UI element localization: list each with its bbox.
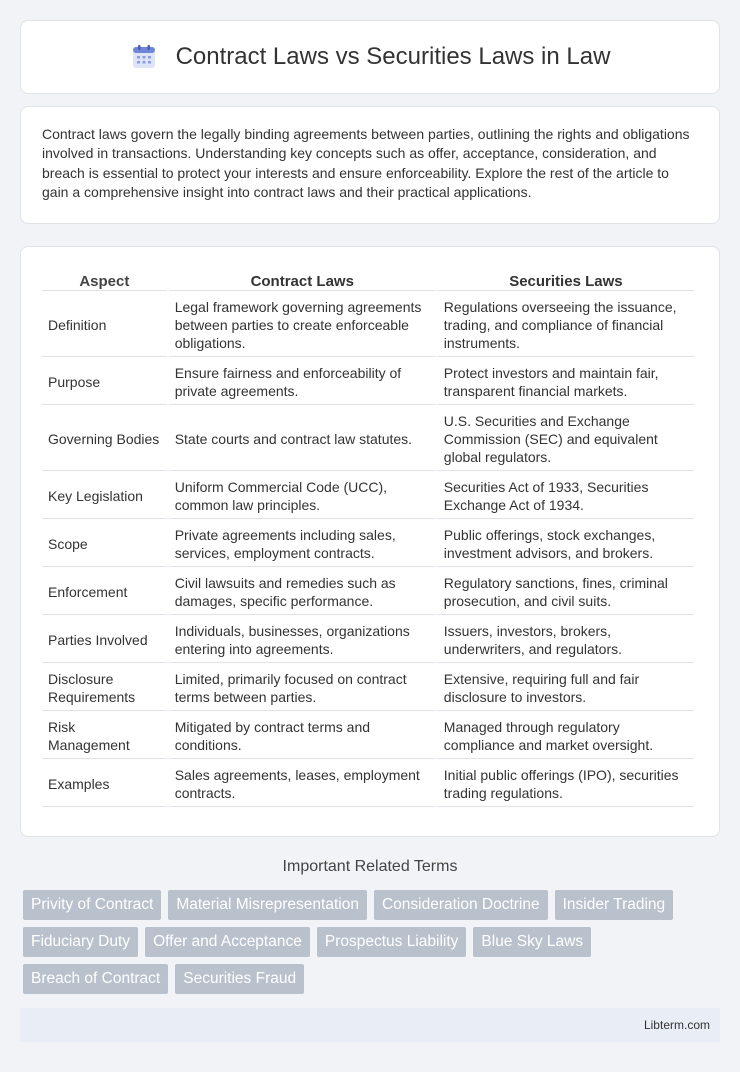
footer-site-link[interactable]: Libterm.com (643, 1018, 710, 1032)
related-term-tag[interactable]: Fiduciary Duty (23, 927, 138, 957)
cell-aspect: Definition (42, 293, 167, 357)
related-term-tag[interactable]: Insider Trading (555, 890, 674, 920)
related-term-tag[interactable]: Securities Fraud (175, 964, 304, 994)
cell-contract-laws: Sales agreements, leases, employment contracts. (169, 761, 436, 807)
header-securities-laws: Securities Laws (438, 267, 694, 291)
table-row (42, 293, 694, 357)
cell-contract-laws: Civil lawsuits and remedies such as damages, specific performance. (169, 569, 436, 615)
cell-aspect: Risk Management (42, 713, 167, 759)
table-row (42, 761, 694, 807)
intro-card (20, 106, 720, 224)
cell-securities-laws: Public offerings, stock exchanges, investment advisors, and brokers. (438, 521, 694, 567)
cell-contract-laws: Mitigated by contract terms and conditions. (169, 713, 436, 759)
cell-securities-laws: Initial public offerings (IPO), securities trading regulations. (438, 761, 694, 807)
cell-securities-laws: Extensive, requiring full and fair disclosure to investors. (438, 665, 694, 711)
calendar-icon (130, 43, 158, 71)
cell-securities-laws: Securities Act of 1933, Securities Exchange Act of 1934. (438, 473, 694, 519)
cell-contract-laws: Legal framework governing agreements between parties to create enforceable obligations. (169, 293, 436, 357)
related-term-tag[interactable]: Prospectus Liability (317, 927, 467, 957)
cell-aspect: Disclosure Requirements (42, 665, 167, 711)
related-term-tag[interactable]: Breach of Contract (23, 964, 168, 994)
cell-aspect: Parties Involved (42, 617, 167, 663)
cell-securities-laws: Protect investors and maintain fair, transparent financial markets. (438, 359, 694, 405)
table-row (42, 407, 694, 471)
cell-contract-laws: State courts and contract law statutes. (169, 407, 436, 471)
cell-aspect: Enforcement (42, 569, 167, 615)
table-row (42, 713, 694, 759)
related-term-tag[interactable]: Consideration Doctrine (374, 890, 548, 920)
comparison-card (20, 246, 720, 837)
footer (20, 1008, 720, 1042)
cell-contract-laws: Individuals, businesses, organizations entering into agreements. (169, 617, 436, 663)
related-term-tag[interactable]: Offer and Acceptance (145, 927, 310, 957)
cell-securities-laws: U.S. Securities and Exchange Commission (SEC) and equivalent global regulators. (438, 407, 694, 471)
related-terms-list (23, 890, 723, 1001)
cell-contract-laws: Private agreements including sales, services, employment contracts. (169, 521, 436, 567)
table-row (42, 665, 694, 711)
related-term-tag[interactable]: Material Misrepresentation (168, 890, 367, 920)
header-card (20, 20, 720, 94)
table-row (42, 569, 694, 615)
table-row (42, 521, 694, 567)
comparison-table (40, 265, 696, 809)
cell-securities-laws: Regulatory sanctions, fines, criminal prosecution, and civil suits. (438, 569, 694, 615)
related-terms-title: Important Related Terms (282, 858, 458, 875)
cell-securities-laws: Regulations overseeing the issuance, trading, and compliance of financial instruments. (438, 293, 694, 357)
table-header-row (42, 267, 694, 291)
cell-securities-laws: Issuers, investors, brokers, underwriters, and regulators. (438, 617, 694, 663)
cell-securities-laws: Managed through regulatory compliance and market oversight. (438, 713, 694, 759)
cell-aspect: Purpose (42, 359, 167, 405)
header-aspect: Aspect (42, 267, 167, 291)
cell-aspect: Key Legislation (42, 473, 167, 519)
header-contract-laws: Contract Laws (169, 267, 436, 291)
table-row (42, 617, 694, 663)
cell-aspect: Scope (42, 521, 167, 567)
related-term-tag[interactable]: Privity of Contract (23, 890, 161, 920)
table-row (42, 359, 694, 405)
cell-aspect: Examples (42, 761, 167, 807)
related-term-tag[interactable]: Blue Sky Laws (473, 927, 591, 957)
table-row (42, 473, 694, 519)
cell-contract-laws: Uniform Commercial Code (UCC), common law principles. (169, 473, 436, 519)
cell-aspect: Governing Bodies (42, 407, 167, 471)
page-title: Contract Laws vs Securities Laws in Law (175, 43, 611, 70)
cell-contract-laws: Limited, primarily focused on contract terms between parties. (169, 665, 436, 711)
intro-text: Contract laws govern the legally binding agreements between parties, outlining the rights and obligations involved in transactions. Understanding key concepts such as offer, acceptance, consideration, and breach is essential to protect your interests and ensure enforceability. Explore the rest of the article to gain a comprehensive insight into contract laws and their practical applications. (42, 126, 690, 201)
cell-contract-laws: Ensure fairness and enforceability of private agreements. (169, 359, 436, 405)
